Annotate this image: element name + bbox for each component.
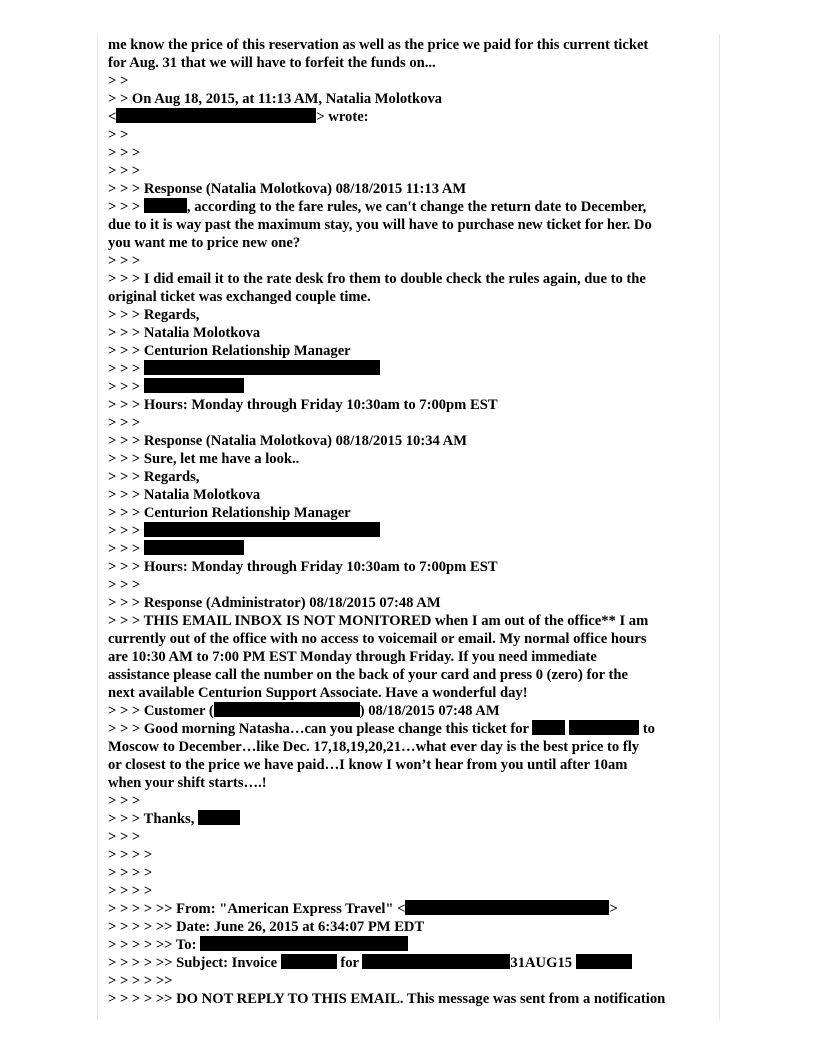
text-line: > > > Hours: Monday through Friday 10:30am to 7:00pm EST — [108, 559, 498, 575]
text-line: > > > > >> Date: June 26, 2015 at 6:34:07 PM EDT — [108, 919, 425, 935]
redaction-block — [144, 360, 380, 375]
page-margin-left — [97, 34, 98, 1020]
text-line: > > > Natalia Molotkova — [108, 325, 261, 341]
text-line: or closest to the price we have paid…I know I won’t hear from you until after 10am — [108, 757, 628, 773]
text-line: > > > , according to the fare rules, we can't change the return date to December, — [108, 199, 647, 215]
text-line: > > > Natalia Molotkova — [108, 487, 261, 503]
text-line: me know the price of this reservation as well as the price we paid for this current ticket — [108, 37, 649, 53]
redaction-block — [144, 198, 187, 213]
redaction-block — [576, 954, 632, 969]
text-line: > > > > — [108, 883, 153, 899]
text-line: original ticket was exchanged couple time. — [108, 289, 371, 305]
text-line: > > > > — [108, 847, 153, 863]
redaction-block — [532, 720, 565, 735]
text-line: > > — [108, 73, 129, 89]
text-line: > > > — [108, 522, 710, 540]
text-line: for Aug. 31 that we will have to forfeit the funds on... — [108, 55, 436, 71]
text-line: > > > Regards, — [108, 469, 200, 485]
text-line: > > > — [108, 253, 141, 269]
text-line: > > > — [108, 577, 141, 593]
text-line: currently out of the office with no access to voicemail or email. My normal office hours — [108, 631, 647, 647]
text-line: > > On Aug 18, 2015, at 11:13 AM, Natalia Molotkova — [108, 91, 443, 107]
page-margin-right — [719, 34, 720, 1020]
text-line: you want me to price new one? — [108, 235, 301, 251]
text-line: > > > > >> From: "American Express Travel" < > — [108, 901, 618, 917]
text-line: > > > > >> To: — [108, 936, 710, 954]
text-line: > > > — [108, 163, 141, 179]
text-line: > > — [108, 127, 129, 143]
text-line: are 10:30 AM to 7:00 PM EST Monday through Friday. If you need immediate — [108, 649, 597, 665]
text-line: > > > — [108, 145, 141, 161]
text-line: > > > > — [108, 865, 153, 881]
text-line: > > > Response (Natalia Molotkova) 08/18/2015 11:13 AM — [108, 181, 467, 197]
text-line: > > > THIS EMAIL INBOX IS NOT MONITORED when I am out of the office** I am — [108, 613, 649, 629]
text-line: > > > Regards, — [108, 307, 200, 323]
redaction-block — [405, 900, 609, 915]
text-line: > > > — [108, 378, 710, 396]
text-line: > > > Good morning Natasha…can you please change this ticket for to — [108, 721, 655, 737]
text-line: > > > Response (Natalia Molotkova) 08/18/2015 10:34 AM — [108, 433, 467, 449]
text-line: > > > Thanks, — [108, 810, 710, 828]
text-line: > > > > >> — [108, 973, 173, 989]
text-line: assistance please call the number on the back of your card and press 0 (zero) for the — [108, 667, 628, 683]
redaction-block — [362, 954, 510, 969]
text-line: > > > Sure, let me have a look.. — [108, 451, 300, 467]
text-line: > > > Customer ( ) 08/18/2015 07:48 AM — [108, 703, 500, 719]
text-line: > > > — [108, 415, 141, 431]
text-line: > > > — [108, 829, 141, 845]
redaction-block — [200, 936, 408, 951]
text-line: < > wrote: — [108, 109, 369, 125]
text-line: when your shift starts….! — [108, 775, 267, 791]
text-line: Moscow to December…like Dec. 17,18,19,20,21…what ever day is the best price to fly — [108, 739, 640, 755]
redaction-block — [281, 954, 337, 969]
text-line: > > > Centurion Relationship Manager — [108, 505, 351, 521]
text-line: > > > Centurion Relationship Manager — [108, 343, 351, 359]
text-line: > > > Hours: Monday through Friday 10:30am to 7:00pm EST — [108, 397, 498, 413]
redaction-block — [198, 810, 240, 825]
redaction-block — [144, 378, 244, 393]
text-line: > > > — [108, 540, 710, 558]
text-line: > > > Response (Administrator) 08/18/2015 07:48 AM — [108, 595, 441, 611]
text-line: > > > — [108, 793, 141, 809]
redaction-block — [569, 720, 639, 735]
text-line: > > > > >> DO NOT REPLY TO THIS EMAIL. This message was sent from a notification — [108, 991, 666, 1007]
text-line: > > > — [108, 360, 710, 378]
text-line: next available Centurion Support Associate. Have a wonderful day! — [108, 685, 528, 701]
text-line: > > > > >> Subject: Invoice for 31AUG15 — [108, 954, 710, 972]
redaction-block — [144, 540, 244, 555]
text-line: > > > I did email it to the rate desk fro them to double check the rules again, due to the — [108, 271, 646, 287]
redaction-block — [214, 702, 360, 717]
text-line: due to it is way past the maximum stay, you will have to purchase new ticket for her. Do — [108, 217, 652, 233]
email-document — [108, 36, 710, 1008]
redaction-block — [144, 522, 380, 537]
redaction-block — [116, 108, 316, 123]
